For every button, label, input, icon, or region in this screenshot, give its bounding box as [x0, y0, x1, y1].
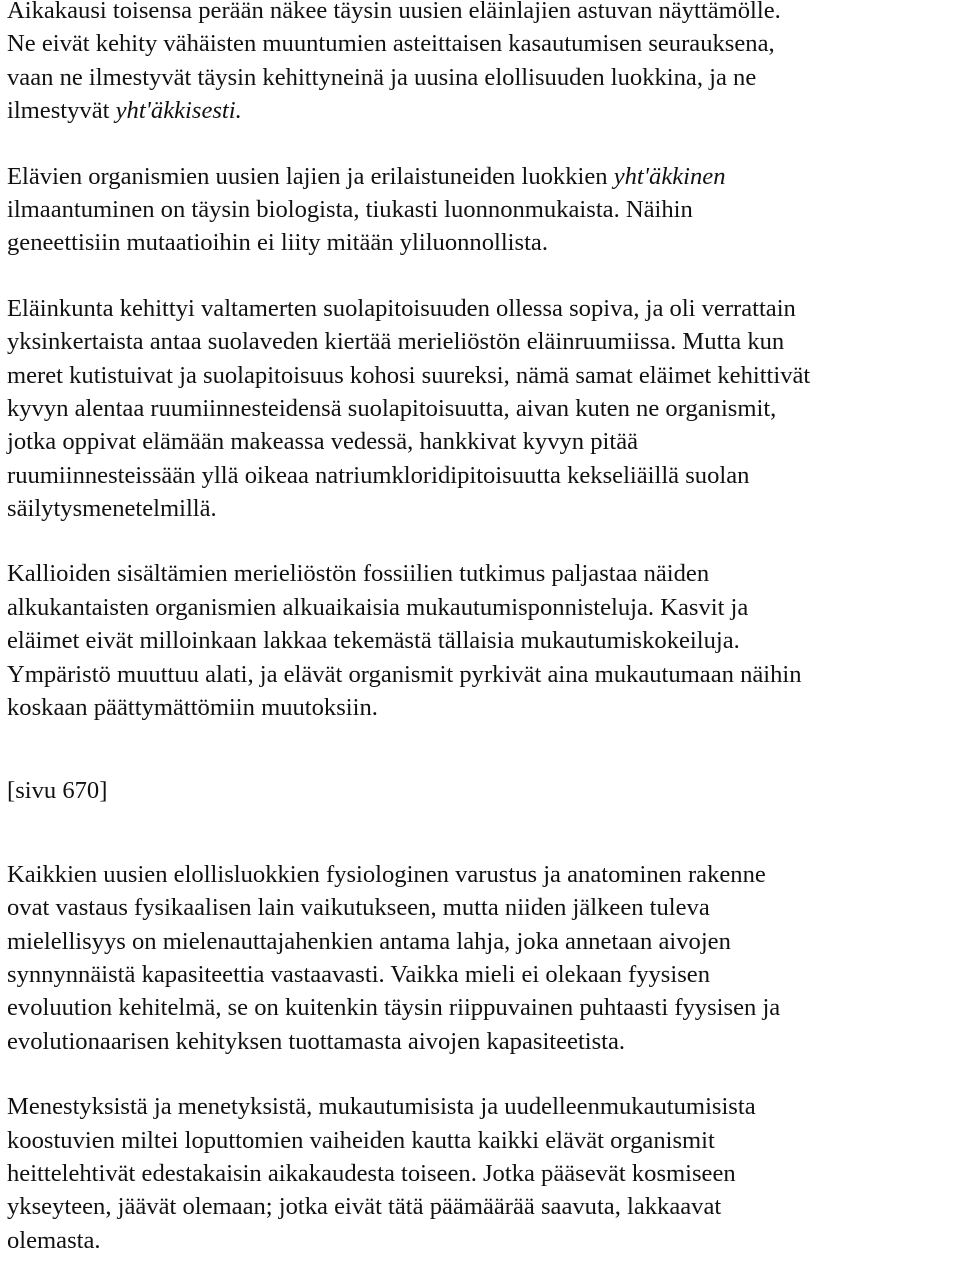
text-run: Elävien organismien uusien lajien ja erilaistuneiden luokkien — [7, 162, 614, 190]
text-run: evolutionaarisen kehityksen tuottamasta aivojen kapasiteetista. — [7, 1027, 626, 1055]
text-line — [7, 325, 959, 358]
text-run: alkukantaisten organismien alkuaikaisia mukautumisponnisteluja. Kasvit ja — [7, 593, 749, 621]
text-line — [7, 624, 959, 657]
text-run: ilmestyvät — [7, 97, 116, 125]
spacer — [7, 808, 959, 858]
paragraph — [7, 858, 959, 1058]
paragraph-gap — [7, 260, 959, 292]
text-run: ykseyteen, jäävät olemaan; jotka eivät tätä päämäärää saavuta, lakkaavat — [7, 1193, 722, 1221]
text-run: Ne eivät kehity vähäisten muuntumien asteittaisen kasautumisen seurauksena, — [7, 30, 775, 58]
italic-text-run: yht'äkkisesti. — [115, 97, 242, 125]
document-body-after-marker — [7, 858, 959, 1257]
text-run: geneettisiin mutaatioihin ei liity mitään yliluonnollista. — [7, 229, 548, 257]
text-run: Ympäristö muuttuu alati, ja elävät organismit pyrkivät aina mukautumaan näihin — [7, 660, 802, 688]
text-line — [7, 459, 959, 492]
text-run: Kallioiden sisältämien merieliöstön fossiilien tutkimus paljastaa näiden — [7, 560, 710, 588]
document-page — [7, 0, 959, 1257]
text-line — [7, 226, 959, 259]
text-run: mielellisyys on mielenauttajahenkien antama lahja, joka annetaan aivojen — [7, 927, 731, 955]
text-run: jotka oppivat elämään makeassa vedessä, hankkivat kyvyn pitää — [7, 428, 639, 456]
text-line — [7, 1090, 959, 1123]
text-line — [7, 292, 959, 325]
text-line — [7, 858, 959, 891]
text-run: vaan ne ilmestyvät täysin kehittyneinä ja uusina elollisuuden luokkina, ja ne — [7, 63, 757, 91]
text-run: ruumiinnesteissään yllä oikeaa natriumkloridipitoisuutta kekseliäillä suolan — [7, 461, 750, 489]
text-run: Aikakausi toisensa perään näkee täysin uusien eläinlajien astuvan näyttämölle. — [7, 0, 781, 24]
paragraph-gap — [7, 128, 959, 160]
text-line — [7, 1025, 959, 1058]
text-run: Eläinkunta kehittyi valtamerten suolapitoisuuden ollessa sopiva, ja oli verrattain — [7, 294, 796, 322]
text-line — [7, 591, 959, 624]
text-line — [7, 392, 959, 425]
text-run: yksinkertaista antaa suolaveden kiertää merieliöstön eläinruumiissa. Mutta kun — [7, 328, 785, 356]
document-body-before-marker — [7, 0, 959, 724]
text-run: eläimet eivät milloinkaan lakkaa tekemästä tällaisia mukautumiskokeiluja. — [7, 627, 740, 655]
text-line — [7, 557, 959, 590]
text-line — [7, 1190, 959, 1223]
paragraph — [7, 1090, 959, 1257]
paragraph — [7, 0, 959, 128]
text-line — [7, 359, 959, 392]
text-run: kyvyn alentaa ruumiinnesteidensä suolapitoisuutta, aivan kuten ne organismit, — [7, 394, 777, 422]
text-line — [7, 0, 959, 27]
text-run: ilmaantuminen on täysin biologista, tiukasti luonnonmukaista. Näihin — [7, 195, 693, 223]
text-run: evoluution kehitelmä, se on kuitenkin täysin riippuvainen puhtaasti fyysisen ja — [7, 994, 781, 1022]
text-run: Kaikkien uusien elollisluokkien fysiologinen varustus ja anatominen rakenne — [7, 860, 766, 888]
page-number-marker: [sivu 670] — [7, 777, 108, 805]
text-line — [7, 891, 959, 924]
paragraph — [7, 557, 959, 724]
text-run: ovat vastaus fysikaalisen lain vaikutukseen, mutta niiden jälkeen tuleva — [7, 894, 710, 922]
text-line — [7, 1124, 959, 1157]
text-line — [7, 27, 959, 60]
text-run: synnynnäistä kapasiteettia vastaavasti. Vaikka mieli ei olekaan fyysisen — [7, 960, 710, 988]
italic-text-run: yht'äkkinen — [613, 162, 726, 190]
text-line — [7, 94, 959, 127]
text-line — [7, 991, 959, 1024]
text-run: koostuvien miltei loputtomien vaiheiden kautta kaikki elävät organismit — [7, 1126, 715, 1154]
text-line — [7, 160, 959, 193]
text-run: meret kutistuivat ja suolapitoisuus kohosi suureksi, nämä samat eläimet kehittivät — [7, 361, 811, 389]
text-line — [7, 958, 959, 991]
text-line — [7, 1157, 959, 1190]
text-run: säilytysmenetelmillä. — [7, 495, 217, 523]
paragraph — [7, 292, 959, 526]
text-line — [7, 492, 959, 525]
text-line — [7, 193, 959, 226]
paragraph-gap — [7, 1058, 959, 1090]
text-run: heittelehtivät edestakaisin aikakaudesta toiseen. Jotka pääsevät kosmiseen — [7, 1159, 736, 1187]
spacer — [7, 724, 959, 774]
text-line — [7, 691, 959, 724]
text-line — [7, 658, 959, 691]
paragraph — [7, 160, 959, 260]
paragraph-gap — [7, 525, 959, 557]
text-line — [7, 61, 959, 94]
text-run: olemasta. — [7, 1226, 101, 1254]
text-line — [7, 925, 959, 958]
text-run: koskaan päättymättömiin muutoksiin. — [7, 694, 378, 722]
text-run: Menestyksistä ja menetyksistä, mukautumisista ja uudelleenmukautumisista — [7, 1093, 756, 1121]
text-line — [7, 425, 959, 458]
text-line — [7, 1224, 959, 1257]
